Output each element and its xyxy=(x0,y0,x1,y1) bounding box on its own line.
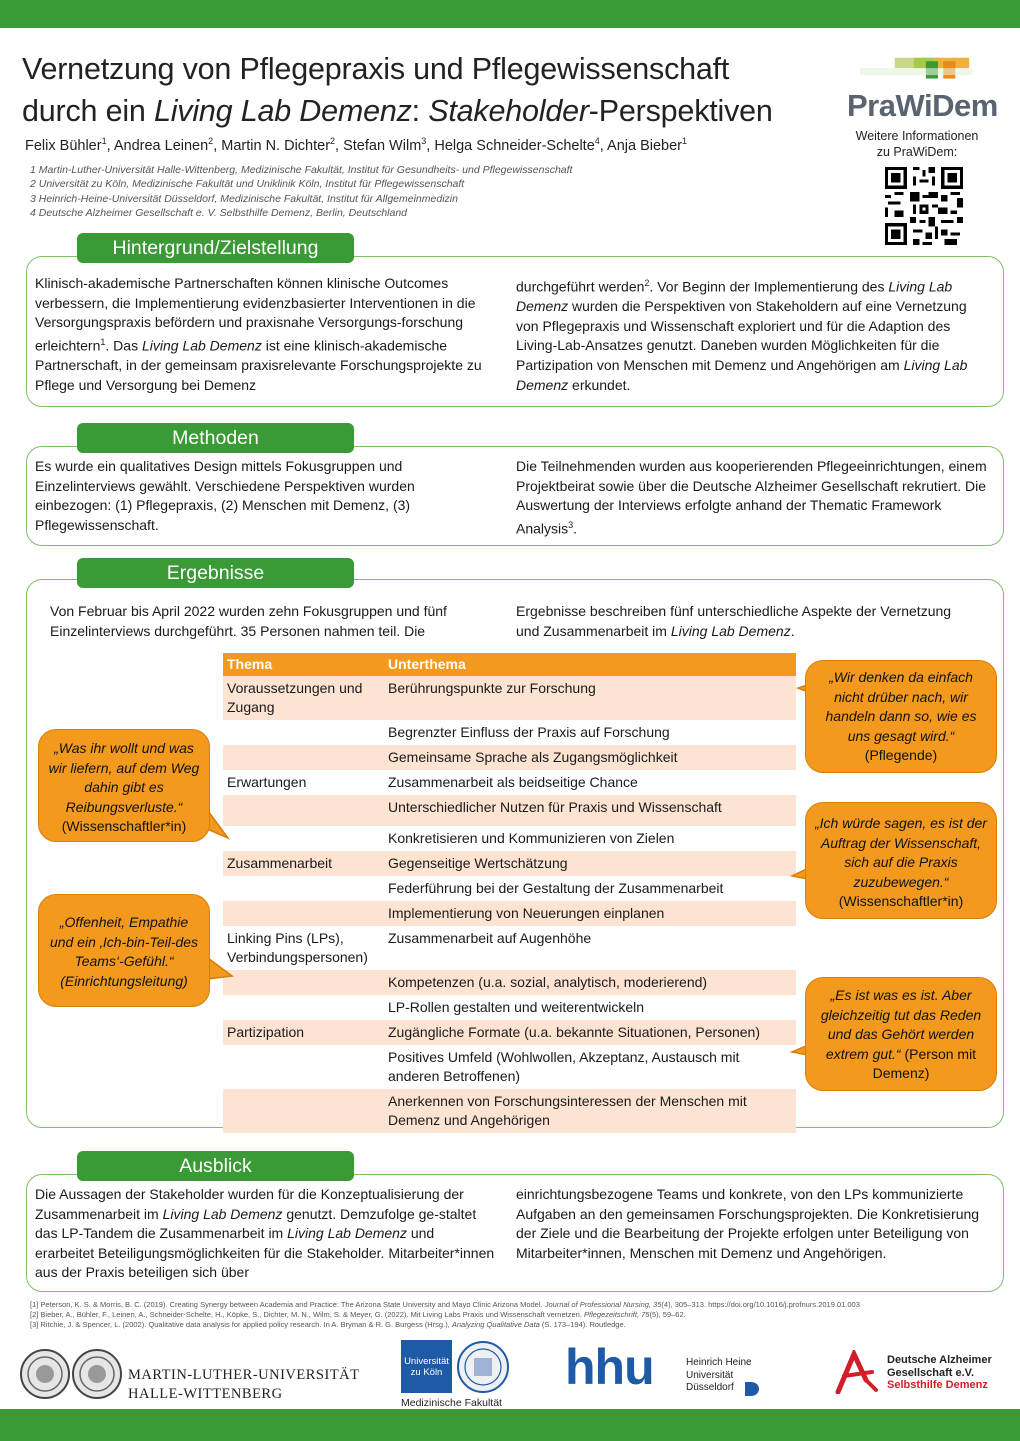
table-row: Erwartungen Zusammenarbeit als beidseitige Chance xyxy=(223,770,796,795)
more-info-text: Weitere Informationen zu PraWiDem: xyxy=(855,129,979,159)
table-row: Gemeinsame Sprache als Zugangsmöglichkeit xyxy=(223,745,796,770)
quote-bubble: „Wir denken da einfach nicht drüber nach, wir handeln dann so, wie es uns gesagt wird.“ (Pflegende) xyxy=(805,660,997,773)
table-row: Begrenzter Einfluss der Praxis auf Forschung xyxy=(223,720,796,745)
reference-item: [1] Peterson, K. S. & Morris, B. C. (2019). Creating Synergy between Academia and Practice: The Arizona State University and Mayo Clinic Arizona Model. Journal of Professional Nursing, 35(4), 305–313. https://doi.org/10.1016/j.profnurs.2019.01.003 xyxy=(30,1300,860,1309)
affiliation: 2 Universität zu Köln, Medizinische Fakultät und Uniklinik Köln, Institut für Pflegewissenschaft xyxy=(30,178,465,191)
methoden-text-right: Die Teilnehmenden wurden aus kooperierenden Pflegeeinrichtungen, einem Projektbeirat sowie über die Deutsche Alzheimer Gesellschaft rekrutiert. Die Auswertung der Interviews erfolgte anhand der Thematic Framework Analysis$^3$. xyxy=(516,458,987,537)
table-header-unterthema: Unterthema xyxy=(384,653,796,676)
uzk-seal-icon xyxy=(456,1340,510,1394)
mlu-logo-text: MARTIN-LUTHER-UNIVERSITÄT HALLE-WITTENBERG xyxy=(128,1367,360,1402)
ausblick-heading: Ausblick xyxy=(77,1151,354,1181)
reference-list xyxy=(30,1300,860,1331)
ergebnisse-text-left: Von Februar bis April 2022 wurden zehn Fokusgruppen und fünf Einzelinterviews durchgeführt. 35 Personen nahmen teil. Die xyxy=(50,603,447,639)
bottom-bar xyxy=(0,1409,1020,1441)
table-row: Konkretisieren und Kommunizieren von Zielen xyxy=(223,826,796,851)
table-row: Zusammenarbeit Gegenseitige Wertschätzung xyxy=(223,851,796,876)
uzk-faculty-text: Medizinische Fakultät xyxy=(401,1397,502,1409)
table-row: Partizipation Zugängliche Formate (u.a. bekannte Situationen, Personen) xyxy=(223,1020,796,1045)
author-list: Felix Bühler$^1$, Andrea Leinen$^2$, Martin N. Dichter$^2$, Stefan Wilm$^3$, Helga Schneider-Schelte$^4$, Anja Bieber$^1$ xyxy=(25,136,688,154)
ergebnisse-heading: Ergebnisse xyxy=(77,558,354,588)
quote-bubble: „Was ihr wollt und was wir liefern, auf dem Weg dahin gibt es Reibungsverluste.“ (Wissenschaftler*in) xyxy=(38,729,210,842)
hintergrund-text-right: durchgeführt werden$^2$. Vor Beginn der Implementierung des Living Lab Demenz wurden die Perspektiven von Stakeholdern auf eine Vernetzung von Pflegepraxis und Wissenschaft exploriert und für die Adaption des Living-Lab-Ansatzes genutzt. Daneben wurden Möglichkeiten für die Partizipation von Menschen mit Demenz und Angehörigen am Living Lab Demenz erkundet. xyxy=(516,278,968,393)
affiliation: 1 Martin-Luther-Universität Halle-Wittenberg, Medizinische Fakultät, Institut für Gesundheits- und Pflegewissenschaft xyxy=(30,164,573,176)
reference-item: [2] Bieber, A., Bühler, F., Leinen, A., Schneider-Schelte, H., Köpke, S., Dichter, M. N., Wilm, S. & Meyer, G. (2022). Mit Living Labs Praxis und Wissenschaft vernetzen. Pflegezeitschrift, 75(5), 59–62. xyxy=(30,1310,686,1320)
table-row: Positives Umfeld (Wohlwollen, Akzeptanz, Austausch mit anderen Betroffenen) xyxy=(223,1045,796,1089)
hhu-mark-icon xyxy=(745,1382,761,1396)
table-row: Unterschiedlicher Nutzen für Praxis und Wissenschaft xyxy=(223,795,796,826)
quote-bubble: „Es ist was es ist. Aber gleichzeitig tut das Reden und das Gehört werden extrem gut.“ (Person mit Demenz) xyxy=(805,977,997,1091)
hintergrund-heading: Hintergrund/Zielstellung xyxy=(77,233,354,263)
hintergrund-text-left: Klinisch-akademische Partnerschaften können klinische Outcomes verbessern, die Implementierung evidenzbasierter Interventionen in die Versorgungspraxis befördern und praxisnahe Versorgungs-forschung erleichtern$^1$. Das Living Lab Demenz ist eine klinisch-akademische Partnerschaft, in der gemeinsam praxisrelevante Forschungsprojekte zu Pflege und Versorgung bei Demenz xyxy=(35,275,482,393)
hhu-logo-name: Heinrich Heine Universität Düsseldorf xyxy=(686,1357,752,1393)
table-row: LP-Rollen gestalten und weiterentwickeln xyxy=(223,995,796,1020)
methoden-text-left: Es wurde ein qualitatives Design mittels Fokusgruppen und Einzelinterviews gewählt. Verschiedene Perspektiven wurden einbezogen: (1) Pflegepraxis, (2) Menschen mit Demenz, (3) Pflegewissenschaft. xyxy=(35,458,415,533)
table-row: Anerkennen von Forschungsinteressen der Menschen mit Demenz und Angehörigen xyxy=(223,1089,796,1133)
table-row: Linking Pins (LPs), Verbindungspersonen) Zusammenarbeit auf Augenhöhe xyxy=(223,926,796,970)
ausblick-text-right: einrichtungsbezogene Teams und konkrete, von den LPs kommunizierte Aufgaben an den gemeinsamen Forschungsprojekten. Die Konkretisierung der Ziele und die Bearbeitung der Projekte erfolgen unter Beteiligung von Mitarbeiter*innen, Menschen mit Demenz und Angehörigen. xyxy=(516,1186,980,1261)
mlu-seal-icon xyxy=(20,1348,124,1400)
table-row: Voraussetzungen und Zugang Berührungspunkte zur Forschung xyxy=(223,676,796,720)
reference-item: [3] Ritchie, J. & Spencer, L. (2002). Qualitative data analysis for applied policy research. In A. Bryman & R. G. Burgess (Hrsg.), Analyzing Qualitative Data (S. 173–194). Routledge. xyxy=(30,1320,626,1330)
uzk-logo: Universität zu Köln xyxy=(401,1340,452,1393)
methoden-heading: Methoden xyxy=(77,423,354,453)
hhu-logo-text: hhu xyxy=(565,1339,654,1395)
daz-logo-text: Deutsche Alzheimer Gesellschaft e.V. Selbsthilfe Demenz xyxy=(887,1354,992,1391)
table-row: Kompetenzen (u.a. sozial, analytisch, moderierend) xyxy=(223,970,796,995)
ergebnisse-text-right: Ergebnisse beschreiben fünf unterschiedliche Aspekte der Vernetzung und Zusammenarbeit im Living Lab Demenz. xyxy=(516,603,952,639)
daz-logo-icon xyxy=(832,1350,882,1394)
quote-bubble: „Offenheit, Empathie und ein ‚Ich-bin-Teil-des Teams‘-Gefühl.“ (Einrichtungsleitung) xyxy=(38,894,210,1007)
table-row: Federführung bei der Gestaltung der Zusammenarbeit xyxy=(223,876,796,901)
ausblick-text-left: Die Aussagen der Stakeholder wurden für die Konzeptualisierung der Zusammenarbeit im Living Lab Demenz genutzt. Demzufolge ge-staltet das LP-Tandem die Zusammenarbeit im Living Lab Demenz und erarbeitet Beteiligungsmöglichkeiten für die Stakeholder. Mitarbeiter*innen aus der Praxis beteiligen sich über xyxy=(35,1186,495,1281)
quote-bubble: „Ich würde sagen, es ist der Auftrag der Wissenschaft, sich auf die Praxis zuzubewegen.“ (Wissenschaftler*in) xyxy=(805,802,997,919)
poster-title: Vernetzung von Pflegepraxis und Pflegewissenschaft durch ein Living Lab Demenz: Stakeholder-Perspektiven xyxy=(22,52,773,128)
affiliation: 4 Deutsche Alzheimer Gesellschaft e. V. Selbsthilfe Demenz, Berlin, Deutschland xyxy=(30,206,408,219)
affiliation: 3 Heinrich-Heine-Universität Düsseldorf, Medizinische Fakultät, Institut für Allgemeinmedizin xyxy=(30,192,458,205)
prawidem-logo-text: PraWiDem xyxy=(847,88,998,123)
table-row: Implementierung von Neuerungen einplanen xyxy=(223,901,796,926)
table-header-thema: Thema xyxy=(223,653,384,676)
